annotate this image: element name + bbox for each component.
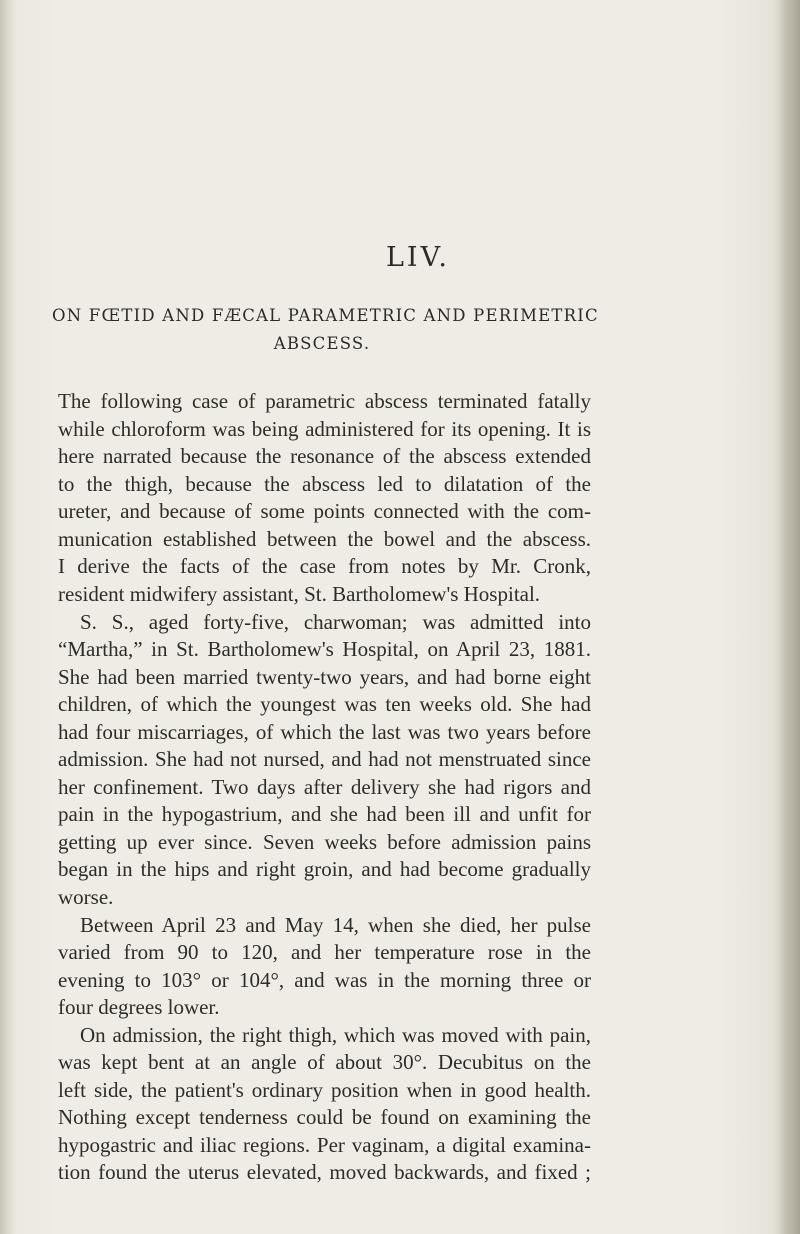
text-line: children, of which the youngest was ten weeks old. She had <box>58 692 591 716</box>
chapter-title-line-2: ABSCESS. <box>273 334 371 353</box>
text-line: was kept bent at an angle of about 30°. Decubitus on the <box>58 1050 591 1074</box>
text-line: “Martha,” in St. Bartholomew's Hospital, on April 23, 1881. <box>58 637 591 661</box>
text-line: varied from 90 to 120, and her temperature rose in the <box>58 940 591 964</box>
text-line: had four miscarriages, of which the last was two years before <box>58 720 591 744</box>
text-line: evening to 103° or 104°, and was in the morning three or <box>58 968 591 992</box>
text-line: admission. She had not nursed, and had not menstruated since <box>58 747 591 771</box>
chapter-number: LIV. <box>386 242 450 273</box>
text-line: The following case of parametric abscess terminated fatally <box>58 389 591 413</box>
text-line: worse. <box>58 885 114 909</box>
text-line: On admission, the right thigh, which was moved with pain, <box>80 1023 591 1047</box>
text-line: while chloroform was being administered for its opening. It is <box>58 417 591 441</box>
text-line: left side, the patient's ordinary position when in good health. <box>58 1078 591 1102</box>
text-line: munication established between the bowel and the abscess. <box>58 527 591 551</box>
text-line: She had been married twenty-two years, and had borne eight <box>58 665 591 689</box>
text-line: hypogastric and iliac regions. Per vaginam, a digital examina- <box>58 1133 591 1157</box>
page-left-edge <box>0 0 14 1234</box>
page-binding-shadow <box>778 0 800 1234</box>
text-line: resident midwifery assistant, St. Bartholomew's Hospital. <box>58 582 541 606</box>
text-line: her confinement. Two days after delivery she had rigors and <box>58 775 591 799</box>
text-line: getting up ever since. Seven weeks before admission pains <box>58 830 591 854</box>
text-line: tion found the uterus elevated, moved backwards, and fixed ; <box>58 1160 591 1184</box>
text-line: Nothing except tenderness could be found on examining the <box>58 1105 591 1129</box>
text-line: began in the hips and right groin, and had become gradually <box>58 857 591 881</box>
text-line: I derive the facts of the case from notes by Mr. Cronk, <box>58 554 591 578</box>
text-line: pain in the hypogastrium, and she had been ill and unfit for <box>58 802 591 826</box>
text-line: S. S., aged forty-five, charwoman; was admitted into <box>80 610 591 634</box>
chapter-title-line-1: ON FŒTID AND FÆCAL PARAMETRIC AND PERIMETRIC <box>52 306 599 325</box>
text-line: to the thigh, because the abscess led to dilatation of the <box>58 472 591 496</box>
text-line: here narrated because the resonance of the abscess extended <box>58 444 591 468</box>
text-line: four degrees lower. <box>58 995 220 1019</box>
text-line: Between April 23 and May 14, when she died, her pulse <box>80 913 591 937</box>
text-line: ureter, and because of some points connected with the com- <box>58 499 591 523</box>
